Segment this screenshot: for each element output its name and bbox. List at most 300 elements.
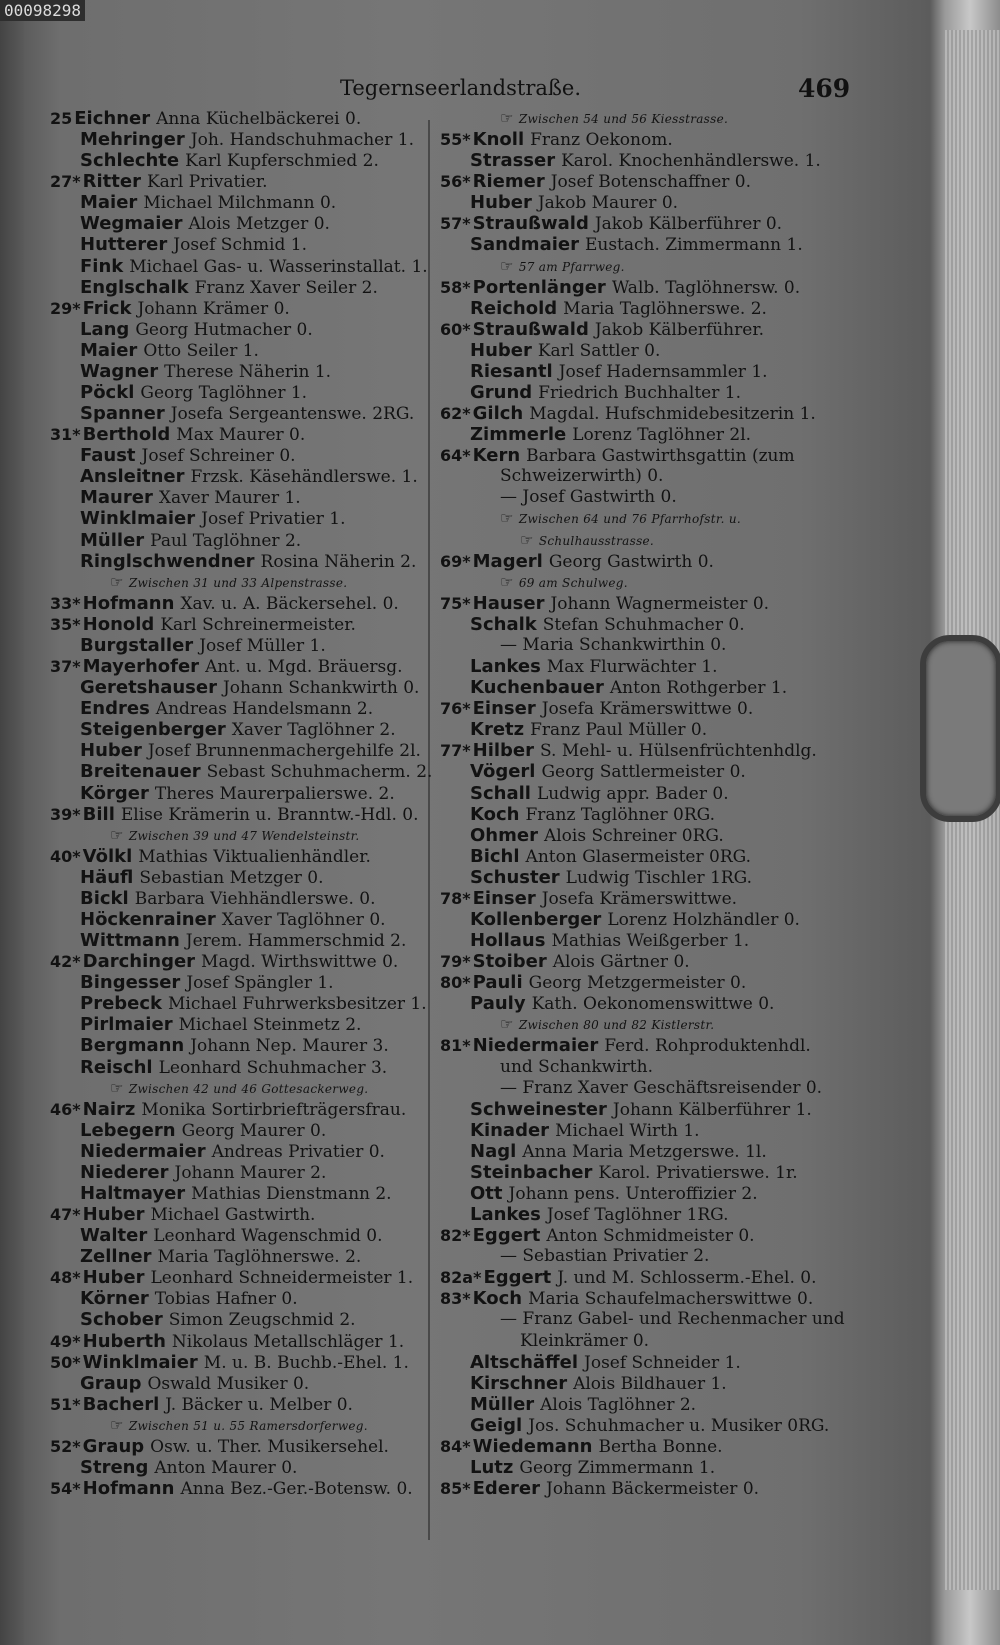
cross-street-note: ☞ Schulhausstrasse. — [440, 530, 840, 551]
resident-details: Nikolaus Metallschläger 1. — [171, 1331, 405, 1352]
resident-details: Ferd. Rohproduktenhdl. — [604, 1036, 811, 1057]
resident-surname: Huber — [470, 339, 532, 361]
resident-details: Elise Krämerin u. Branntw.-Hdl. 0. — [120, 804, 419, 825]
resident-details: Xav. u. A. Bäckersehel. 0. — [180, 593, 399, 614]
resident-details: J. und M. Schlosserm.-Ehel. 0. — [557, 1268, 817, 1289]
resident-details: Josef Hadernsammler 1. — [558, 361, 768, 382]
directory-entry — [50, 972, 480, 993]
entry-continuation: Kleinkrämer 0. — [520, 1330, 650, 1351]
house-number: 48* — [50, 1268, 81, 1288]
directory-entry — [440, 719, 840, 740]
directory-entry — [50, 951, 480, 972]
resident-surname: Hollaus — [470, 930, 546, 952]
resident-surname: Prebeck — [80, 993, 163, 1015]
house-number: 78* — [440, 888, 471, 908]
directory-entry — [440, 1267, 840, 1288]
directory-entry — [440, 551, 840, 572]
resident-surname: Steinbacher — [470, 1161, 593, 1183]
resident-details: Georg Gastwirth 0. — [548, 551, 714, 572]
resident-surname: Nagl — [470, 1140, 517, 1162]
resident-surname: Zellner — [80, 1246, 152, 1268]
resident-surname: Hilber — [472, 740, 535, 762]
directory-entry — [50, 319, 480, 340]
directory-entry — [440, 740, 840, 761]
entry-continuation: — Sebastian Privatier 2. — [500, 1246, 710, 1267]
directory-entry — [440, 867, 840, 888]
resident-surname: Hofmann — [82, 592, 175, 614]
cross-street-note: ☞ Zwischen 39 und 47 Wendelsteinstr. — [50, 825, 480, 846]
resident-surname: Lebegern — [80, 1119, 176, 1141]
resident-details: Xaver Taglöhner 2. — [231, 720, 396, 741]
resident-surname: Niedermaier — [472, 1035, 599, 1057]
resident-surname: Knoll — [472, 129, 525, 151]
directory-entry — [440, 993, 840, 1014]
resident-surname: Schlechte — [80, 150, 180, 172]
directory-entry — [50, 508, 480, 529]
cross-street-note: ☞ Zwischen 31 und 33 Alpenstrasse. — [50, 572, 480, 593]
resident-surname: Reischl — [80, 1056, 153, 1078]
directory-entry — [50, 466, 480, 487]
left-column — [50, 108, 480, 1499]
resident-surname: Sandmaier — [470, 234, 579, 256]
resident-details: Johann Krämer 0. — [137, 298, 290, 319]
scan-id-stamp: 00098298 — [0, 0, 85, 21]
house-number: 80* — [440, 973, 471, 993]
resident-details: Josef Botenschaffner 0. — [550, 172, 751, 193]
resident-surname: Müller — [80, 529, 145, 551]
directory-entry — [50, 298, 480, 319]
directory-entry — [50, 614, 480, 635]
directory-entry — [50, 192, 480, 213]
resident-details: Michael Gas- u. Wasserinstallat. 1. — [129, 256, 428, 277]
resident-details: Josef Spängler 1. — [186, 973, 334, 994]
resident-surname: Honold — [82, 613, 155, 635]
resident-details: Leonhard Wagenschmid 0. — [153, 1226, 383, 1247]
resident-surname: Einser — [472, 887, 536, 909]
resident-surname: Burgstaller — [80, 634, 194, 656]
resident-surname: Magerl — [472, 550, 543, 572]
house-number: 69* — [440, 551, 471, 571]
resident-surname: Hutterer — [80, 234, 168, 256]
resident-details: Frzsk. Käsehändlerswe. 1. — [190, 467, 418, 488]
resident-surname: Stoiber — [472, 951, 547, 973]
directory-entry — [440, 1415, 840, 1436]
resident-surname: Kinader — [470, 1119, 550, 1141]
resident-surname: Niedermaier — [80, 1140, 206, 1162]
directory-entry — [50, 1394, 480, 1415]
resident-details: Josef Schneider 1. — [584, 1352, 741, 1373]
resident-details: Anton Rothgerber 1. — [609, 678, 788, 699]
directory-entry — [50, 361, 480, 382]
resident-details: Franz Paul Müller 0. — [530, 720, 708, 741]
resident-surname: Ott — [470, 1182, 503, 1204]
resident-details: Jakob Kälberführer 0. — [594, 214, 783, 235]
resident-surname: Straußwald — [472, 213, 589, 235]
resident-details: Joh. Handschuhmacher 1. — [190, 130, 414, 151]
house-number: 31* — [50, 425, 81, 445]
directory-entry — [440, 382, 840, 403]
directory-entry — [440, 761, 840, 782]
resident-surname: Fink — [80, 255, 124, 277]
resident-surname: Maurer — [80, 487, 153, 509]
resident-surname: Huberth — [82, 1330, 166, 1352]
resident-surname: Maier — [80, 192, 138, 214]
house-number: 27* — [50, 172, 81, 192]
resident-surname: Englschalk — [80, 276, 189, 298]
directory-entry — [50, 909, 480, 930]
resident-surname: Ritter — [82, 171, 141, 193]
resident-details: Karl Kupferschmied 2. — [185, 151, 379, 172]
resident-surname: Ohmer — [470, 824, 538, 846]
directory-entry — [440, 825, 840, 846]
directory-entry — [440, 1035, 840, 1056]
directory-entry — [50, 1141, 480, 1162]
resident-surname: Koch — [470, 803, 520, 825]
house-number: 85* — [440, 1479, 471, 1499]
directory-entry — [440, 677, 840, 698]
resident-details: Bertha Bonne. — [598, 1436, 723, 1457]
resident-details: Tobias Hafner 0. — [154, 1289, 298, 1310]
house-number: 83* — [440, 1289, 471, 1309]
resident-surname: Bill — [82, 803, 115, 825]
house-number: 33* — [50, 593, 81, 613]
directory-entry — [440, 951, 840, 972]
directory-entry — [50, 1035, 480, 1056]
resident-surname: Mayerhofer — [82, 656, 200, 678]
resident-surname: Bingesser — [80, 972, 181, 994]
resident-surname: Huber — [82, 1267, 145, 1289]
resident-surname: Riesantl — [470, 360, 553, 382]
resident-details: Kath. Oekonomenswittwe 0. — [531, 994, 775, 1015]
directory-entry — [440, 1204, 840, 1225]
resident-surname: Kern — [472, 445, 521, 467]
resident-details: Andreas Handelsmann 2. — [155, 699, 374, 720]
resident-surname: Niederer — [80, 1161, 169, 1183]
resident-surname: Bickl — [80, 887, 129, 909]
directory-entry — [440, 972, 840, 993]
directory-entry — [440, 593, 840, 614]
directory-entry — [50, 213, 480, 234]
directory-entry — [50, 445, 480, 466]
directory-entry — [440, 783, 840, 804]
directory-entry — [440, 656, 840, 677]
directory-entry — [440, 846, 840, 867]
house-number: 60* — [440, 319, 471, 339]
cross-street-note: ☞ Zwischen 51 u. 55 Ramersdorferweg. — [50, 1415, 480, 1436]
resident-details: Barbara Viehhändlerswe. 0. — [134, 888, 376, 909]
directory-entry — [440, 1373, 840, 1394]
street-title: Tegernseerlandstraße. — [340, 76, 582, 100]
resident-surname: Frick — [82, 297, 132, 319]
resident-details: Paul Taglöhner 2. — [150, 530, 302, 551]
directory-entry — [50, 551, 480, 572]
resident-surname: Endres — [80, 698, 150, 720]
directory-entry — [440, 192, 840, 213]
directory-entry — [50, 867, 480, 888]
resident-details: Johann pens. Unteroffizier 2. — [508, 1183, 758, 1204]
resident-surname: Zimmerle — [470, 424, 567, 446]
directory-entry — [50, 761, 480, 782]
cross-street-note: ☞ Zwischen 54 und 56 Kiesstrasse. — [440, 108, 840, 129]
resident-details: Simon Zeugschmid 2. — [168, 1310, 356, 1331]
resident-surname: Walter — [80, 1225, 148, 1247]
resident-details: Anna Bez.-Ger.-Botensw. 0. — [180, 1479, 413, 1500]
house-number: 56* — [440, 172, 471, 192]
resident-details: Michael Steinmetz 2. — [178, 1015, 362, 1036]
resident-surname: Schalk — [470, 613, 537, 635]
directory-entry — [440, 1183, 840, 1204]
resident-surname: Wiedemann — [472, 1435, 593, 1457]
page-header — [340, 76, 940, 104]
resident-surname: Bacherl — [82, 1393, 160, 1415]
resident-details: Jakob Kälberführer. — [594, 319, 764, 340]
directory-entry — [50, 150, 480, 171]
resident-details: Lorenz Holzhändler 0. — [607, 909, 800, 930]
directory-entry — [50, 424, 480, 445]
directory-entry — [440, 698, 840, 719]
resident-details: Johann Maurer 2. — [174, 1162, 327, 1183]
resident-surname: Häufl — [80, 866, 134, 888]
resident-surname: Streng — [80, 1457, 149, 1478]
resident-details: Maria Taglöhnerswe. 2. — [157, 1247, 362, 1268]
directory-entry — [50, 888, 480, 909]
directory-entry — [50, 108, 480, 129]
directory-entry — [50, 1120, 480, 1141]
house-number: 46* — [50, 1099, 81, 1119]
house-number: 55* — [440, 130, 471, 150]
resident-surname: Huber — [470, 192, 532, 214]
resident-details: Friedrich Buchhalter 1. — [538, 383, 741, 404]
directory-entry — [440, 1225, 840, 1246]
resident-details: Michael Milchmann 0. — [143, 193, 337, 214]
house-number: 39* — [50, 804, 81, 824]
resident-surname: Straußwald — [472, 318, 589, 340]
resident-details: Josef Taglöhner 1RG. — [546, 1205, 729, 1226]
entry-continuation: Schweizerwirth) 0. — [500, 466, 664, 487]
entry-continuation: — Josef Gastwirth 0. — [500, 487, 677, 508]
resident-surname: Müller — [470, 1393, 535, 1415]
resident-details: Johann Nep. Maurer 3. — [190, 1036, 389, 1057]
directory-entry — [50, 171, 480, 192]
resident-surname: Geigl — [470, 1414, 523, 1436]
resident-details: Alois Schreiner 0RG. — [543, 825, 724, 846]
resident-surname: Lang — [80, 318, 130, 340]
resident-details: Franz Xaver Seiler 2. — [194, 277, 378, 298]
house-number: 51* — [50, 1394, 81, 1414]
house-number: 29* — [50, 298, 81, 318]
directory-entry — [440, 298, 840, 319]
resident-surname: Kretz — [470, 719, 525, 741]
directory-entry — [50, 1309, 480, 1330]
resident-details: Josef Schreiner 0. — [141, 446, 296, 467]
directory-entry — [50, 930, 480, 951]
resident-surname: Haltmayer — [80, 1182, 186, 1204]
resident-details: Ludwig appr. Bader 0. — [536, 783, 729, 804]
house-number: 58* — [440, 277, 471, 297]
resident-details: Josef Privatier 1. — [201, 509, 346, 530]
resident-details: Karol. Privatierswe. 1r. — [598, 1162, 798, 1183]
resident-details: Michael Fuhrwerksbesitzer 1. — [168, 994, 427, 1015]
cross-street-note: ☞ Zwischen 64 und 76 Pfarrhofstr. u. — [440, 508, 840, 529]
directory-entry — [440, 277, 840, 298]
resident-surname: Pirlmaier — [80, 1014, 173, 1036]
directory-entry — [440, 1457, 840, 1478]
resident-surname: Körner — [80, 1288, 149, 1310]
house-number: 40* — [50, 846, 81, 866]
resident-details: M. u. B. Buchb.-Ehel. 1. — [203, 1352, 409, 1373]
resident-details: Rosina Näherin 2. — [260, 551, 417, 572]
directory-entry — [50, 487, 480, 508]
resident-details: Georg Hutmacher 0. — [135, 319, 313, 340]
directory-entry — [50, 698, 480, 719]
resident-surname: Schuster — [470, 866, 560, 888]
resident-details: Therese Näherin 1. — [164, 361, 332, 382]
directory-entry — [440, 1352, 840, 1373]
resident-details: Anton Maurer 0. — [154, 1458, 298, 1478]
directory-entry — [50, 1478, 480, 1499]
directory-entry — [50, 719, 480, 740]
resident-details: Mathias Weißgerber 1. — [551, 931, 750, 952]
directory-entry — [440, 1120, 840, 1141]
resident-surname: Steigenberger — [80, 719, 226, 741]
house-number: 82a* — [440, 1268, 482, 1288]
house-number: 37* — [50, 657, 81, 677]
directory-entry — [50, 1288, 480, 1309]
resident-details: Max Maurer 0. — [176, 425, 306, 446]
cross-street-note: ☞ Zwischen 42 und 46 Gottesackerweg. — [50, 1078, 480, 1099]
resident-details: S. Mehl- u. Hülsenfrüchtenhdlg. — [540, 741, 817, 762]
resident-surname: Schweinester — [470, 1098, 607, 1120]
resident-surname: Strasser — [470, 150, 556, 172]
directory-entry — [50, 382, 480, 403]
directory-entry — [50, 234, 480, 255]
directory-entry — [50, 1014, 480, 1035]
directory-entry — [50, 783, 480, 804]
resident-surname: Pauly — [470, 993, 526, 1015]
directory-entry — [50, 677, 480, 698]
directory-entry — [440, 234, 840, 255]
resident-surname: Kirschner — [470, 1372, 568, 1394]
house-number: 76* — [440, 699, 471, 719]
resident-surname: Riemer — [472, 171, 545, 193]
directory-entry — [50, 1057, 480, 1078]
resident-details: Alois Gärtner 0. — [552, 952, 690, 973]
resident-surname: Körger — [80, 782, 149, 804]
resident-surname: Schober — [80, 1309, 163, 1331]
house-number: 75* — [440, 593, 471, 613]
resident-surname: Winklmaier — [80, 508, 196, 530]
resident-surname: Portenlänger — [472, 276, 606, 298]
resident-surname: Bergmann — [80, 1035, 185, 1057]
resident-details: Osw. u. Ther. Musikersehel. — [150, 1436, 389, 1457]
resident-details: Karl Schreinermeister. — [160, 614, 356, 635]
directory-entry — [50, 1331, 480, 1352]
directory-entry — [50, 846, 480, 867]
resident-surname: Winklmaier — [82, 1351, 198, 1373]
resident-surname: Breitenauer — [80, 761, 201, 783]
resident-details: Anna Maria Metzgerswe. 1l. — [522, 1141, 767, 1162]
resident-details: Maria Schaufelmacherswittwe 0. — [528, 1289, 814, 1310]
directory-entry — [440, 909, 840, 930]
resident-surname: Hauser — [472, 592, 545, 614]
resident-details: Oswald Musiker 0. — [147, 1373, 310, 1394]
resident-details: Johann Kälberführer 1. — [612, 1099, 812, 1120]
page-number: 469 — [798, 74, 851, 103]
directory-entry — [50, 256, 480, 277]
directory-entry — [440, 403, 840, 424]
resident-details: Barbara Gastwirthsgattin (zum — [526, 446, 795, 467]
directory-entry — [440, 361, 840, 382]
house-number: 77* — [440, 741, 471, 761]
directory-entry — [440, 1162, 840, 1183]
resident-details: Jerem. Hammerschmid 2. — [185, 931, 407, 952]
resident-surname: Faust — [80, 445, 136, 467]
resident-details: Monika Sortirbriefträgersfrau. — [141, 1099, 407, 1120]
house-number: 49* — [50, 1331, 81, 1351]
directory-entry — [50, 403, 480, 424]
house-number: 57* — [440, 214, 471, 234]
resident-surname: Einser — [472, 698, 536, 720]
resident-surname: Ederer — [472, 1478, 540, 1500]
resident-details: J. Bäcker u. Melber 0. — [165, 1394, 353, 1415]
resident-surname: Spanner — [80, 403, 165, 425]
resident-details: Theres Maurerpalierswe. 2. — [154, 783, 395, 804]
right-column — [440, 108, 845, 1500]
resident-surname: Darchinger — [82, 951, 196, 973]
house-number: 50* — [50, 1352, 81, 1372]
directory-entry — [50, 593, 480, 614]
resident-details: Josef Brunnenmachergehilfe 2l. — [147, 741, 421, 762]
resident-surname: Wittmann — [80, 930, 180, 952]
entry-continuation: — Franz Xaver Geschäftsreisender 0. — [500, 1077, 823, 1098]
directory-entry — [50, 1183, 480, 1204]
directory-entry — [440, 888, 840, 909]
resident-details: Eustach. Zimmermann 1. — [584, 235, 803, 256]
resident-details: Josef Schmid 1. — [173, 235, 307, 256]
directory-entry — [50, 340, 480, 361]
resident-surname: Berthold — [82, 424, 171, 446]
directory-entry — [50, 1373, 480, 1394]
resident-details: Xaver Taglöhner 0. — [221, 909, 386, 930]
resident-surname: Vögerl — [470, 761, 536, 783]
resident-details: Jos. Schuhmacher u. Musiker 0RG. — [528, 1415, 830, 1436]
directory-entry — [440, 1099, 840, 1120]
resident-details: Magdal. Hufschmidebesitzerin 1. — [529, 404, 816, 425]
directory-entry — [440, 213, 840, 234]
cross-street-note: ☞ 69 am Schulweg. — [440, 572, 840, 593]
entry-continuation: — Maria Schankwirthin 0. — [500, 634, 727, 655]
entry-continuation: — Franz Gabel- und Rechenmacher und — [500, 1309, 845, 1330]
resident-details: Sebast Schuhmacherm. 2. — [206, 762, 433, 783]
resident-details: Michael Wirth 1. — [555, 1120, 700, 1141]
resident-details: Mathias Dienstmann 2. — [191, 1183, 392, 1204]
resident-details: Ludwig Tischler 1RG. — [565, 867, 753, 888]
directory-entry — [440, 150, 840, 171]
resident-surname: Pöckl — [80, 382, 135, 404]
resident-details: Johann Bäckermeister 0. — [546, 1479, 760, 1500]
resident-surname: Ansleitner — [80, 466, 185, 488]
resident-surname: Grund — [470, 382, 533, 404]
directory-entry — [440, 1436, 840, 1457]
paper-clip — [920, 635, 1000, 822]
directory-entry — [50, 1162, 480, 1183]
resident-surname: Graup — [80, 1372, 142, 1394]
resident-details: Josef Müller 1. — [199, 635, 326, 656]
resident-details: Andreas Privatier 0. — [211, 1141, 385, 1162]
directory-entry — [50, 1204, 480, 1225]
resident-details: Johann Schankwirth 0. — [222, 678, 420, 699]
resident-details: Karl Privatier. — [146, 172, 268, 193]
